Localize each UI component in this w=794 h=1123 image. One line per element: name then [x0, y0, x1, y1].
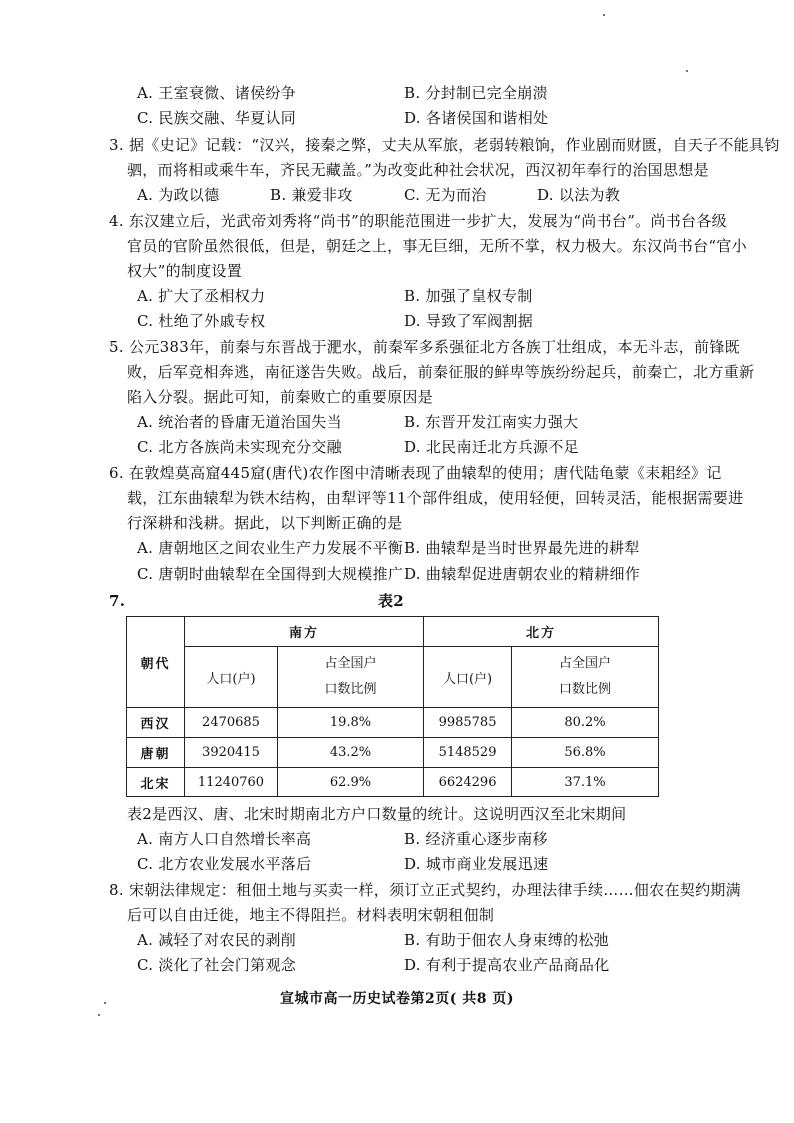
table-row: [127, 738, 659, 768]
q6-stem-line1: 6. 在敦煌莫高窟445窟(唐代)农作图中清晰表现了曲辕犁的使用；唐代陆龟蒙《耒耜经》记: [109, 464, 722, 482]
q5-option-d: D. 北民南迁北方兵源不足: [404, 438, 579, 456]
q5-stem-line2: 败，后军竞相奔逃，南征遂告失败。战后，前秦征服的鲜卑等族纷纷起兵，前秦亡，北方重新: [127, 363, 755, 381]
row-south-pop: 11240760: [185, 768, 278, 797]
header-south-share-line2: 口数比例: [324, 682, 377, 697]
q6-option-c: C. 唐朝时曲辕犁在全国得到大规模推广: [137, 565, 404, 583]
row-north-pct: 37.1%: [512, 768, 659, 797]
header-south-pop: 人口(户): [185, 647, 278, 708]
row-south-pct: 43.2%: [278, 738, 424, 768]
q7-stem: 表2是西汉、唐、北宋时期南北方户口数量的统计。这说明西汉至北宋期间: [127, 805, 627, 823]
q6-option-a: A. 唐朝地区之间农业生产力发展不平衡: [137, 539, 404, 557]
row-north-pop: 5148529: [424, 738, 512, 768]
header-south-share-line1: 占全国户: [324, 656, 377, 671]
scan-speck: [104, 1002, 106, 1004]
q4-stem-line2: 官员的官阶虽然很低，但是，朝廷之上，事无巨细，无所不掌，权力极大。东汉尚书台“官小: [127, 237, 747, 255]
q8-option-c: C. 淡化了社会门第观念: [137, 956, 297, 974]
q4-stem-line3: 权大”的制度设置: [127, 262, 243, 280]
q6-stem-line2: 载，江东曲辕犁为铁木结构，由犁评等11个部件组成，使用轻便，回转灵活，能根据需要进: [127, 489, 744, 507]
row-south-pct: 62.9%: [278, 768, 424, 797]
header-north-share-line1: 占全国户: [559, 656, 612, 671]
q7-option-d: D. 城市商业发展迅速: [404, 855, 549, 873]
q6-option-b: B. 曲辕犁是当时世界最先进的耕犁: [404, 539, 640, 557]
q4-option-a: A. 扩大了丞相权力: [137, 287, 266, 305]
q3-stem-line1: 3. 据《史记》记载：“汉兴，接秦之弊，丈夫从军旅，老弱转粮饷，作业剧而财匮，自天子不能具钧: [109, 136, 780, 154]
header-north-share: [512, 647, 659, 708]
q3-stem-line2: 驷，而将相或乘牛车，齐民无藏盖。”为改变此种社会状况，西汉初年奉行的治国思想是: [127, 161, 709, 179]
row-north-pop: 6624296: [424, 768, 512, 797]
scan-speck: [686, 70, 688, 72]
row-dynasty: 唐朝: [127, 738, 185, 768]
q3-option-d: D. 以法为教: [537, 186, 621, 204]
page-footer: 宣城市高一历史试卷第2页( 共8 页): [280, 991, 514, 1007]
header-south: 南方: [185, 617, 424, 647]
scan-speck: [603, 14, 605, 16]
q6-stem-line3: 行深耕和浅耕。据此，以下判断正确的是: [127, 514, 403, 532]
header-north: 北方: [424, 617, 659, 647]
header-south-share: [278, 647, 424, 708]
q2-option-c: C. 民族交融、华夏认同: [137, 109, 297, 127]
q4-option-c: C. 杜绝了外戚专权: [137, 312, 266, 330]
row-north-pop: 9985785: [424, 708, 512, 738]
q5-stem-line1: 5. 公元383年，前秦与东晋战于淝水，前秦军多系强征北方各族丁壮组成，本无斗志，前锋既: [109, 338, 740, 356]
q2-option-d: D. 各诸侯国和谐相处: [404, 109, 549, 127]
header-north-share-line2: 口数比例: [559, 682, 612, 697]
q5-option-a: A. 统治者的昏庸无道治国失当: [137, 413, 342, 431]
q2-option-b: B. 分封制已完全崩溃: [404, 84, 548, 102]
scan-speck: [98, 1014, 100, 1016]
population-table: [126, 616, 659, 797]
q3-option-c: C. 无为而治: [404, 186, 487, 204]
q8-option-d: D. 有利于提高农业产品商品化: [404, 956, 610, 974]
row-south-pop: 2470685: [185, 708, 278, 738]
row-dynasty: 北宋: [127, 768, 185, 797]
q5-stem-line3: 陷入分裂。据此可知，前秦败亡的重要原因是: [127, 388, 434, 406]
row-north-pct: 80.2%: [512, 708, 659, 738]
q8-stem-line2: 后可以自由迁徙，地主不得阻拦。材料表明宋朝租佃制: [127, 906, 495, 924]
q8-option-b: B. 有助于佃农人身束缚的松弛: [404, 931, 610, 949]
row-dynasty: 西汉: [127, 708, 185, 738]
q2-option-a: A. 王室衰微、诸侯纷争: [137, 84, 296, 102]
q8-option-a: A. 减轻了对农民的剥削: [137, 931, 296, 949]
q7-option-b: B. 经济重心逐步南移: [404, 830, 548, 848]
q7-option-c: C. 北方农业发展水平落后: [137, 855, 312, 873]
row-north-pct: 56.8%: [512, 738, 659, 768]
q3-option-a: A. 为政以德: [137, 186, 220, 204]
q5-option-c: C. 北方各族尚未实现充分交融: [137, 438, 342, 456]
q4-option-d: D. 导致了军阀割据: [404, 312, 534, 330]
header-dynasty: 朝代: [127, 617, 185, 708]
q3-option-b: B. 兼爱非攻: [270, 186, 353, 204]
q4-option-b: B. 加强了皇权专制: [404, 287, 533, 305]
q5-option-b: B. 东晋开发江南实力强大: [404, 413, 579, 431]
row-south-pop: 3920415: [185, 738, 278, 768]
q7-option-a: A. 南方人口自然增长率高: [137, 830, 312, 848]
header-north-pop: 人口(户): [424, 647, 512, 708]
q8-stem-line1: 8. 宋朝法律规定：租佃土地与买卖一样，须订立正式契约，办理法律手续……佃农在契约期满: [109, 881, 741, 899]
table-row: [127, 708, 659, 738]
q4-stem-line1: 4. 东汉建立后，光武帝刘秀将“尚书”的职能范围进一步扩大，发展为“尚书台”。尚书台各级: [109, 212, 727, 230]
q6-option-d: D. 曲辕犁促进唐朝农业的精耕细作: [404, 565, 641, 583]
q7-number: 7.: [109, 592, 126, 610]
row-south-pct: 19.8%: [278, 708, 424, 738]
table-title: 表2: [378, 592, 405, 610]
table-row: [127, 768, 659, 797]
